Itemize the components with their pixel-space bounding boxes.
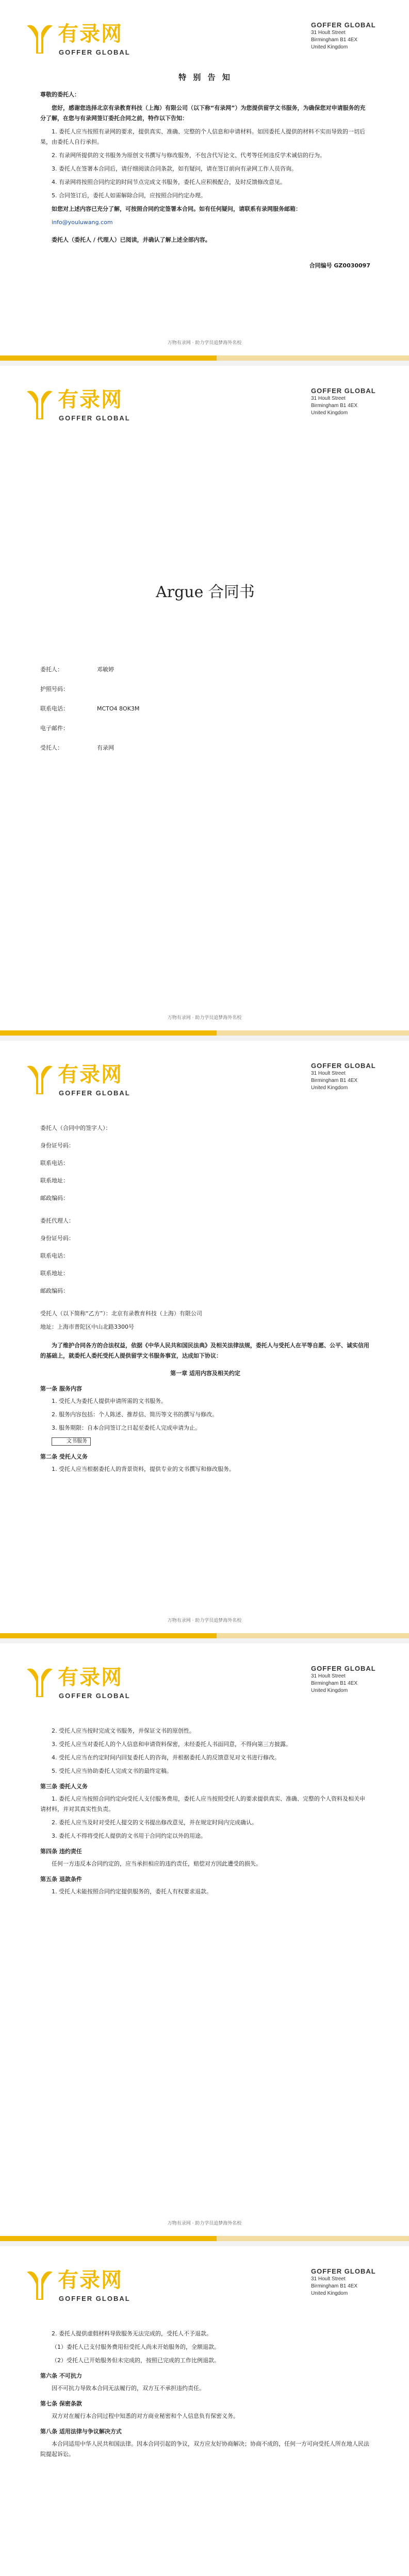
- article-title: 第一条 服务内容: [40, 1385, 82, 1392]
- contract-number: 合同编号 GZ0030097: [309, 262, 370, 269]
- notice-item: 5. 合同签订后，委托人如需解除合同，应按照合同约定办理。: [52, 192, 206, 199]
- brand-logo: 有录网 GOFFER GLOBAL: [25, 386, 138, 433]
- page-footer: 万物有录网 · 助力学员追梦海外名校: [0, 999, 409, 1036]
- company-address: GOFFER GLOBAL 31 Hoult Street Birmingham B1 4EX United Kingdom: [311, 2267, 376, 2296]
- page-articles: [0, 1643, 409, 2241]
- article-title: 第六条 不可抗力: [40, 2372, 82, 2379]
- recital: 为了维护合同各方的合法权益，依据《中华人民共和国民法典》及相关法律法规，委托人与受托人在平等自愿、公平、诚实信用的基础上，就委托人委托受托人提供留学文书服务事宜，达成如下协议：: [40, 1342, 369, 1359]
- company-address: GOFFER GLOBAL 31 Hoult Street Birmingham B1 4EX United Kingdom: [311, 21, 376, 50]
- notice-item: 4. 有录网将按照合同约定的时间节点完成文书服务，委托人应积极配合，及时反馈修改意见。: [52, 179, 286, 185]
- chapter-title: 第一章 适用内容及相关约定: [170, 1370, 240, 1377]
- notice-email[interactable]: info@youluwang.com: [52, 219, 113, 226]
- page-articles-2: [0, 2246, 409, 2576]
- cover-field: 电子邮件：: [40, 725, 69, 732]
- page-header: [0, 0, 409, 77]
- notice-title: 特 别 告 知: [178, 73, 232, 82]
- cover-field: 受托人： 有录网: [40, 744, 114, 751]
- article-title: 第三条 委托人义务: [40, 1783, 88, 1790]
- page-footer: 万物有录网 · 助力学员追梦海外名校: [0, 325, 409, 361]
- logo-mark-icon: [25, 23, 55, 55]
- brand-logo: 有录网 GOFFER GLOBAL: [25, 1061, 138, 1108]
- brand-logo: 有录网 GOFFER GLOBAL: [25, 2267, 138, 2313]
- brand-logo: 有录网 GOFFER GLOBAL: [25, 1664, 138, 1710]
- notice-body: [40, 72, 370, 274]
- notice-confirm: 委托人（委托人 / 代理人）已阅读，并确认了解上述全部内容。: [52, 236, 211, 243]
- logo-mark-icon: [25, 2269, 55, 2301]
- article-title: 第五条 退款条件: [40, 1876, 82, 1883]
- parties-body: 委托人（合同中的签字人）： 身份证号码： 联系电话： 联系地址： 邮政编码： 委托代理人： 身份证号码： 联系电话： 联系地址： 邮政编码： 受托人（以下简称“乙方”）：北京有录教育科技（上海）有限公司 地址：上海市普陀区中山北路3300号 为了维护合同各方的合法权益，依据《中华人民共和国民法典》及相关法律法规，委托人与受托人在平等自愿、公平、诚实信用的基础上，就委托人委托受托人提供留学文书服务事宜，达成如下协议： 第一章 适用内容及相关约定 第一条 服务内容 1. 受托人为委托人提供申请所需的文书服务。 2. 服务内容包括：个人陈述、推荐信、简历等文书的撰写与修改。 3. 服务期限：自本合同签订之日起至委托人完成申请为止。 文书服务 第二条 受托人义务 1. 受托人应当根据委托人的背景资料，提供专业的文书撰写和修改服务。: [40, 1125, 369, 1472]
- articles-body: 2. 受托人应当按时完成文书服务，并保证文书的原创性。 3. 受托人应当对委托人的个人信息和申请资料保密，未经委托人书面同意，不得向第三方披露。 4. 受托人应当在约定时间内回复委托人的咨询，并根据委托人的反馈意见对文书进行修改。 5. 受托人应当协助委托人完成文书的最终定稿。 第三条 委托人义务 1. 委托人应当按照合同约定向受托人支付服务费用，委托人应当按照受托人的要求提供真实、准确、完整的个人资料及相关申请材料，并对其真实性负责。 2. 委托人应当及时对受托人提交的文书提出修改意见，并在规定时间内完成确认。 3. 委托人不得将受托人提供的文书用于合同约定以外的用途。 第四条 违约责任 任何一方违反本合同约定的，应当承担相应的违约责任，赔偿对方因此遭受的损失。 第五条 退款条件 1. 受托人未能按照合同约定提供服务的，委托人有权要求退款。: [40, 1726, 370, 1900]
- company-address: GOFFER GLOBAL 31 Hoult Street Birmingham B1 4EX United Kingdom: [311, 1665, 376, 1693]
- article-title: 第二条 受托人义务: [40, 1453, 88, 1460]
- notice-contact: 如您对上述内容已充分了解，可按照合同约定签署本合同。如有任何疑问，请联系有录网服务邮箱：: [52, 206, 301, 212]
- logo-mark-icon: [25, 1666, 55, 1698]
- cover-field: 委托人： 邓敏婷: [40, 666, 114, 673]
- article-title: 第四条 违约责任: [40, 1848, 82, 1855]
- page-header: [0, 366, 409, 443]
- page-footer: 万物有录网 · 助力学员追梦海外名校: [0, 1602, 409, 1638]
- party-b-address: 地址：上海市普陀区中山北路3300号: [40, 1324, 134, 1330]
- page-footer: 万物有录网 · 助力学员追梦海外名校: [0, 2205, 409, 2241]
- notice-greeting: 尊敬的委托人：: [40, 91, 80, 98]
- logo-mark-icon: [25, 388, 55, 420]
- company-address: GOFFER GLOBAL 31 Hoult Street Birmingham B1 4EX United Kingdom: [311, 1062, 376, 1091]
- page-cover: [0, 366, 409, 1036]
- company-address: GOFFER GLOBAL 31 Hoult Street Birmingham B1 4EX United Kingdom: [311, 387, 376, 416]
- page-header: [0, 2246, 409, 2324]
- page-parties: [0, 1041, 409, 1638]
- notice-item: 3. 委托人在签署本合同后，请仔细阅读合同条款，如有疑问，请在签订前向有录网工作人员咨询。: [52, 165, 297, 172]
- cover-field: 护照号码：: [40, 686, 69, 692]
- page-header: [0, 1041, 409, 1118]
- notice-intro: 您好，感谢您选择北京有录教育科技（上海）有限公司（以下称“有录网”）为您提供留学文书服务，为确保您对申请服务的充分了解，在您与有录网签订委托合同之前，特作以下告知：: [40, 105, 366, 122]
- article-title: 第八条 适用法律与争议解决方式: [40, 2428, 122, 2435]
- article-title: 第七条 保密条款: [40, 2400, 82, 2407]
- brand-name-en: GOFFER GLOBAL: [59, 48, 130, 56]
- page-header: [0, 1643, 409, 1721]
- page-notice: [0, 0, 409, 361]
- brand-name-cn: 有录网: [58, 22, 123, 46]
- notice-item: 1. 委托人应当按照有录网的要求，提供真实、准确、完整的个人信息和申请材料。如因委托人提供的材料不实而导致的一切后果，由委托人自行承担。: [40, 128, 365, 145]
- service-box: 文书服务: [52, 1437, 91, 1446]
- notice-item: 2. 有录网所提供的文书服务为原创文书撰写与修改服务，不包含代写论文、代考等任何违反学术诚信的行为。: [52, 152, 325, 159]
- cover-field: 联系电话： MCTO4 8OK3M: [40, 705, 140, 712]
- cover-body: [40, 582, 370, 762]
- logo-mark-icon: [25, 1063, 55, 1095]
- cover-title: Argue 合同书: [156, 583, 255, 601]
- articles-body-2: 2. 委托人提供虚假材料导致服务无法完成的，受托人不予退款。 （1）委托人已支付服务费用但受托人尚未开始服务的，全额退款。 （2）受托人已开始服务但未完成的，按照已完成的工作比例退款。 第六条 不可抗力 因不可抗力导致本合同无法履行的，双方互不承担违约责任。 第七条 保密条款 双方对在履行本合同过程中知悉的对方商业秘密和个人信息负有保密义务。 第八条 适用法律与争议解决方式 本合同适用中华人民共和国法律。因本合同引起的争议，双方应友好协商解决；协商不成的，任何一方可向受托人所在地人民法院提起诉讼。: [40, 2330, 369, 2458]
- party-b: 受托人（以下简称“乙方”）：北京有录教育科技（上海）有限公司: [40, 1310, 202, 1317]
- brand-logo: [25, 21, 138, 67]
